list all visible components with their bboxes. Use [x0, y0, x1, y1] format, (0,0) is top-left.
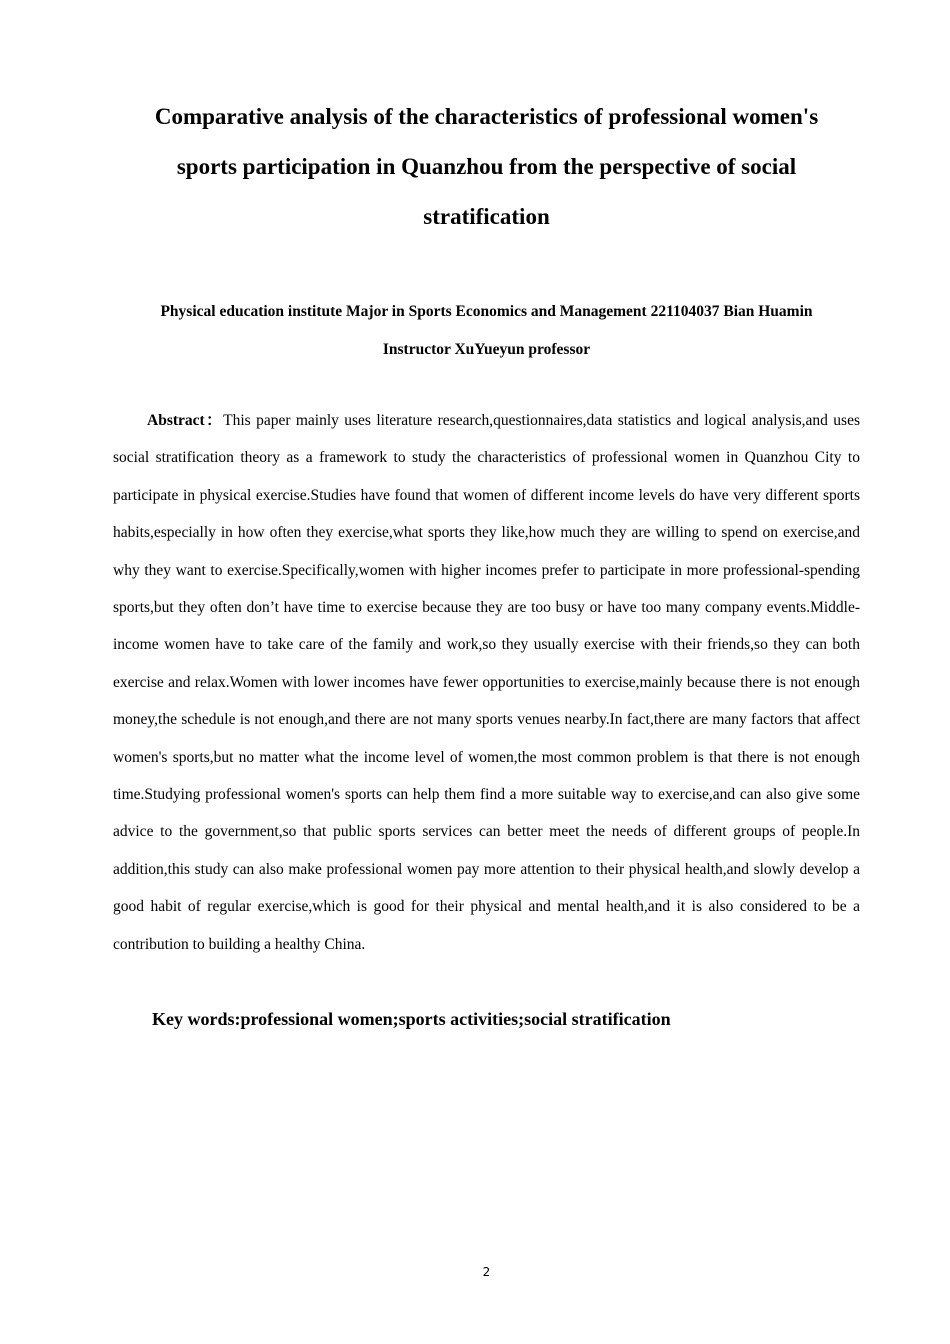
title-line: Comparative analysis of the characteristics of professional women's	[154, 104, 819, 129]
abstract-label: Abstract：	[147, 412, 224, 429]
paper-title	[113, 92, 860, 242]
author-line: Physical education institute Major in Sports Economics and Management 221104037 Bian Huamin	[160, 303, 813, 320]
abstract-paragraph	[113, 402, 860, 963]
page-number: 2	[482, 1265, 491, 1279]
author-info	[113, 293, 860, 369]
keywords-line: Key words:professional women;sports activities;social stratification	[152, 1009, 671, 1029]
instructor-line: Instructor XuYueyun professor	[382, 341, 591, 358]
abstract-text: This paper mainly uses literature research,questionnaires,data statistics and logical analysis,and uses social stratification theory as a framework to study the characteristics of professional women in Quanzhou City to participate in physical exercise.Studies have found that women of different income levels do have very different sports habits,especially in how often they exercise,what sports they like,how much they are willing to spend on exercise,and why they want to exercise.Specifically,women with higher incomes prefer to participate in more professional-spending sports,but they often don’t have time to exercise because they are too busy or have too many company events.Middle-income women have to take care of the family and work,so they usually exercise with their friends,so they can both exercise and relax.Women with lower incomes have fewer opportunities to exercise,mainly because there is not enough money,the schedule is not enough,and there are not many sports venues nearby.In fact,there are many factors that affect women's sports,but no matter what the income level of women,the most common problem is that there is not enough time.Studying professional women's sports can help them find a more suitable way to exercise,and can also give some advice to the government,so that public sports services can better meet the needs of different groups of people.In addition,this study can also make professional women pay more attention to their physical health,and slowly develop a good habit of regular exercise,which is good for their physical and mental health,and it is also considered to be a contribution to building a healthy China.	[113, 412, 860, 953]
title-line: sports participation in Quanzhou from the perspective of social	[176, 154, 797, 179]
title-line: stratification	[423, 204, 550, 229]
